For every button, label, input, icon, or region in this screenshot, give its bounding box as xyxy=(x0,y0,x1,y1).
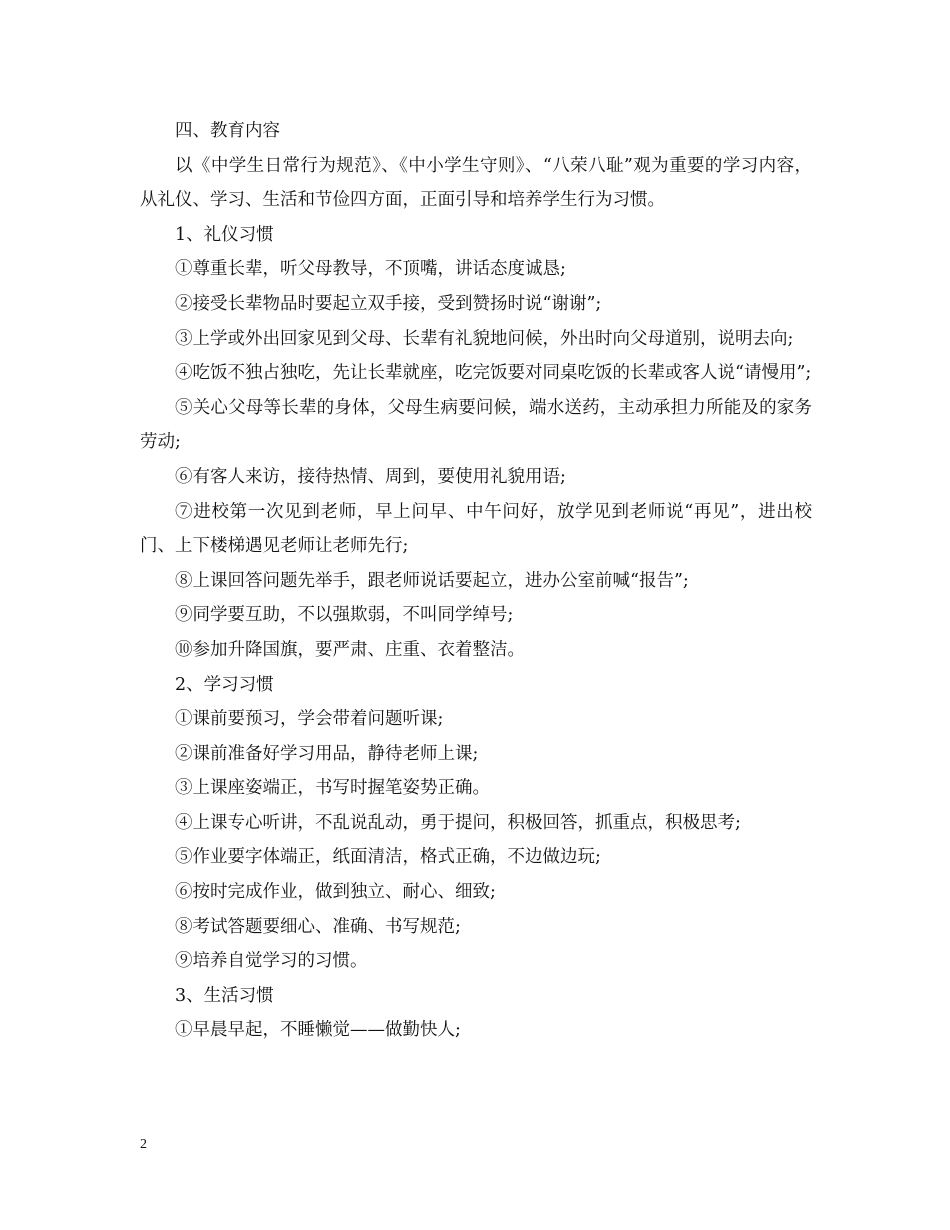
section-heading: 四、教育内容 xyxy=(175,121,280,141)
intro-paragraph: 以《中学生日常行为规范》、《中小学生守则》、“八荣八耻”观为重要的学习内容，从礼仪、学习、生活和节俭四方面，正面引导和培养学生行为习惯。 xyxy=(140,155,812,211)
list-item: ⑤作业要字体端正，纸面清洁，格式正确，不边做边玩; xyxy=(175,847,601,868)
list-item: ①早晨早起，不睡懒觉——做勤快人; xyxy=(175,1020,461,1041)
page-number: 2 xyxy=(140,1137,147,1152)
list-item: ⑩参加升降国旗，要严肃、庄重、衣着整洁。 xyxy=(175,639,525,660)
subsection-title-etiquette: 1、礼仪习惯 xyxy=(175,224,274,245)
list-item: ③上课座姿端正，书写时握笔姿势正确。 xyxy=(175,778,490,799)
subsection-title-study: 2、学习习惯 xyxy=(175,674,274,695)
document-body xyxy=(140,114,812,1048)
list-item: ①课前要预习，学会带着问题听课; xyxy=(175,709,444,730)
list-item: ⑨同学要互助，不以强欺弱，不叫同学绰号; xyxy=(175,605,514,626)
list-item: ③上学或外出回家见到父母、长辈有礼貌地问候，外出时向父母道别，说明去向; xyxy=(175,328,794,349)
list-item: ⑧考试答题要细心、准确、书写规范; xyxy=(175,916,461,937)
list-item: ⑧上课回答问题先举手，跟老师说话要起立，进办公室前喊“报告”; xyxy=(175,570,689,591)
list-item: ①尊重长辈，听父母教导，不顶嘴，讲话态度诚恳; xyxy=(175,259,566,280)
subsection-title-life: 3、生活习惯 xyxy=(175,985,274,1006)
list-item: ⑨培养自觉学习的习惯。 xyxy=(175,951,368,972)
list-item: ⑤关心父母等长辈的身体，父母生病要问候，端水送药，主动承担力所能及的家务劳动; xyxy=(140,397,812,453)
list-item: ⑥有客人来访，接待热情、周到，要使用礼貌用语; xyxy=(175,466,566,487)
list-item: ②接受长辈物品时要起立双手接，受到赞扬时说“谢谢”; xyxy=(175,293,602,314)
list-item: ⑦进校第一次见到老师，早上问早、中午问好，放学见到老师说“再见”，进出校门、上下楼梯遇见老师让老师先行; xyxy=(140,501,812,557)
list-item: ⑥按时完成作业，做到独立、耐心、细致; xyxy=(175,882,496,903)
list-item: ④吃饭不独占独吃，先让长辈就座，吃完饭要对同桌吃饭的长辈或客人说“请慢用”; xyxy=(175,363,812,384)
list-item: ④上课专心听讲，不乱说乱动，勇于提问，积极回答，抓重点，积极思考; xyxy=(175,812,741,833)
list-item: ②课前准备好学习用品，静待老师上课; xyxy=(175,743,479,764)
